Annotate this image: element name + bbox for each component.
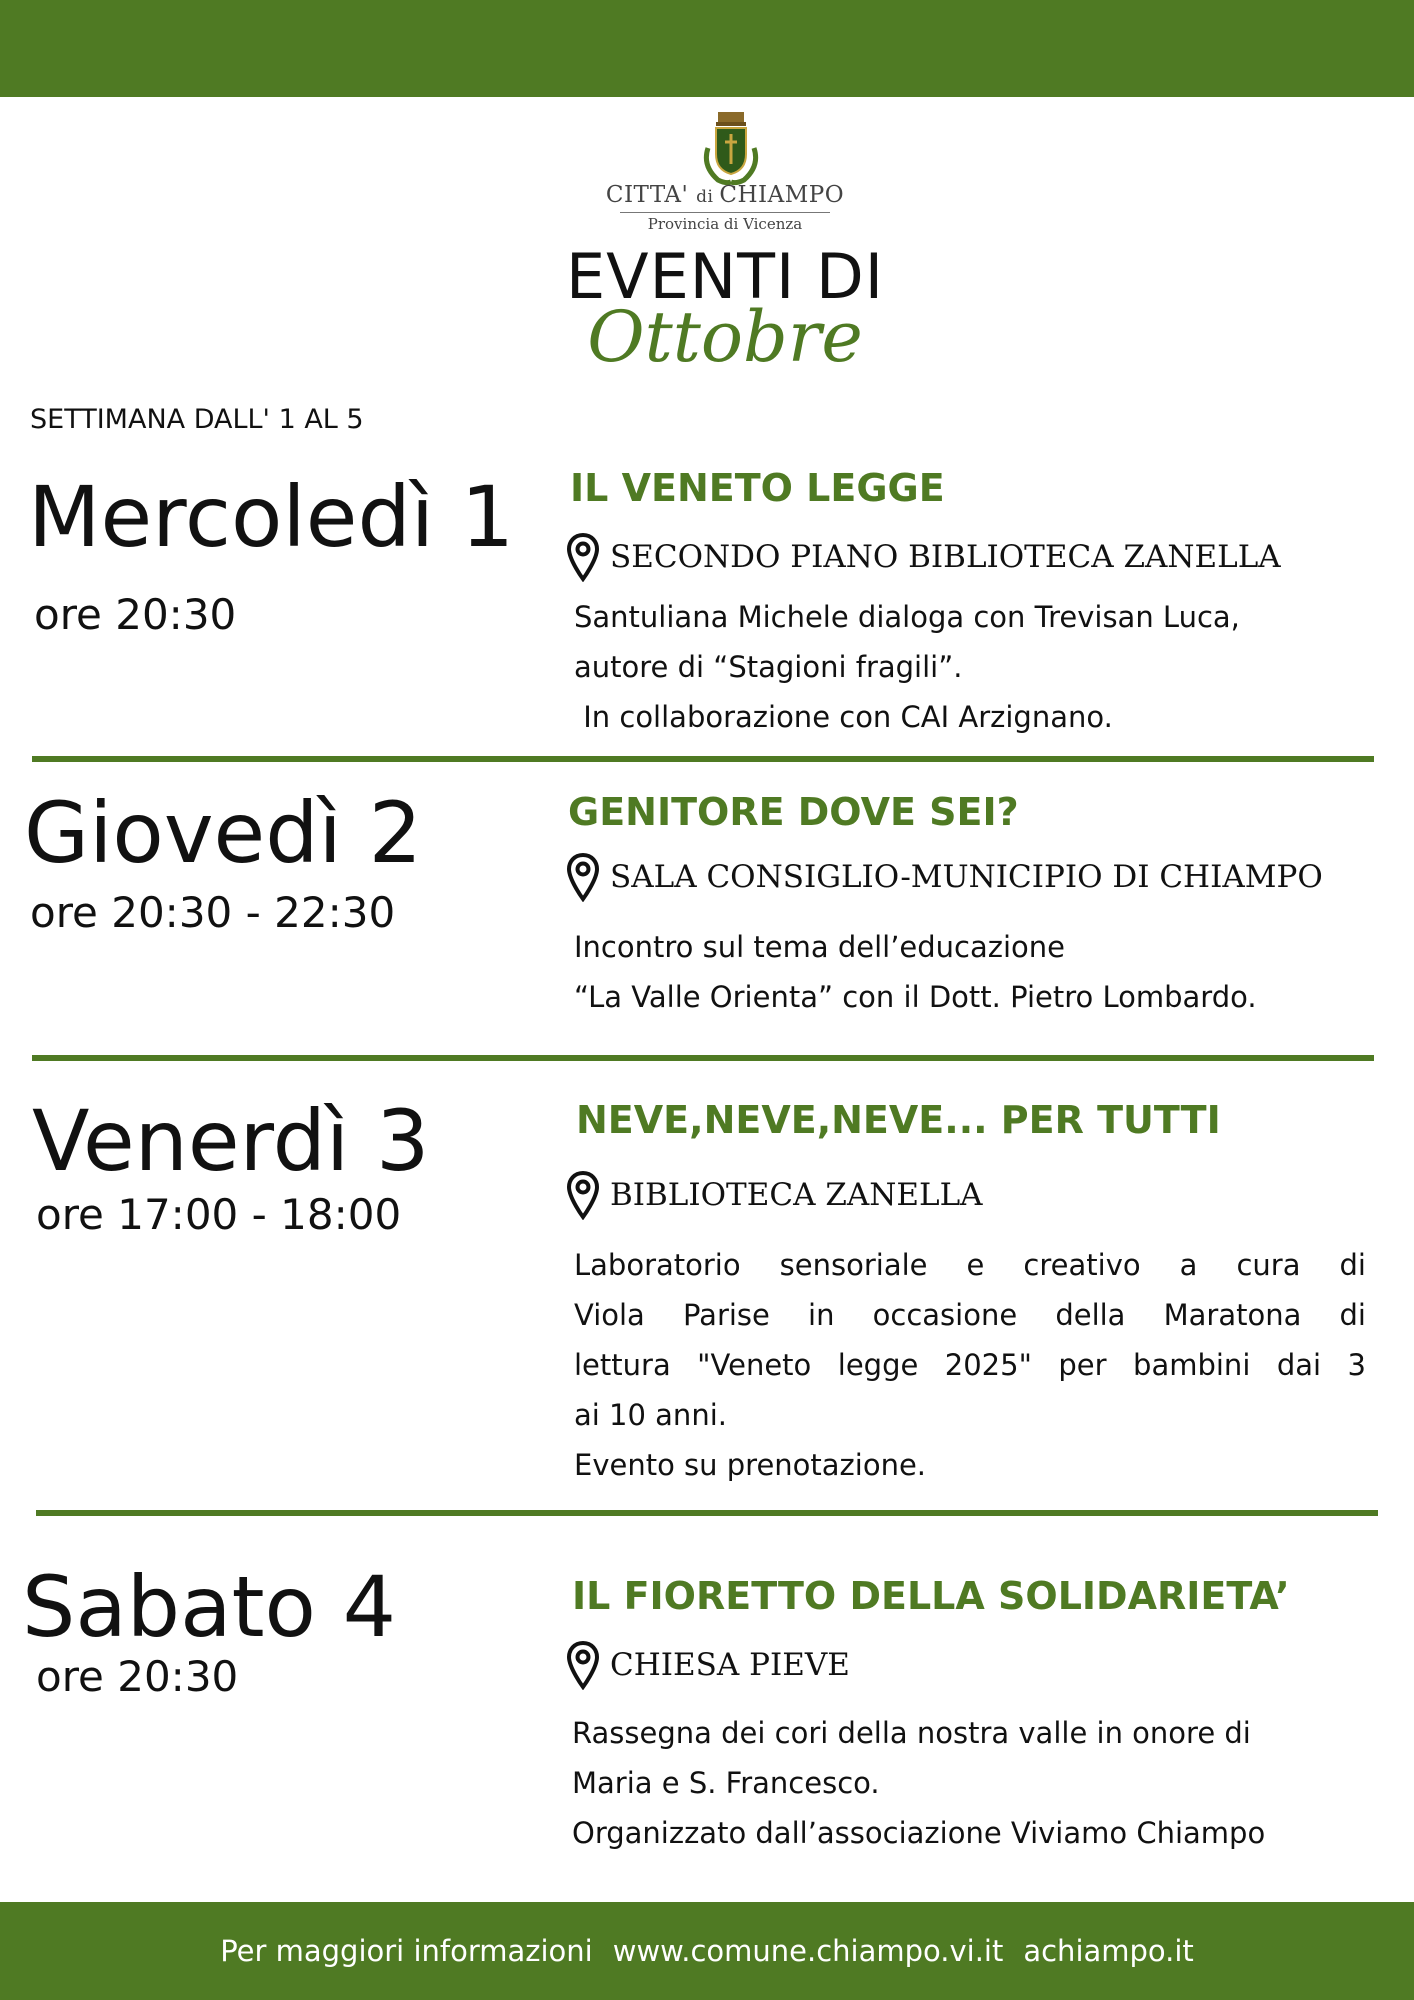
event-time: ore 20:30 - 22:30 bbox=[30, 888, 396, 937]
location-pin-icon bbox=[566, 1640, 600, 1690]
footer-info-label: Per maggiori informazioni bbox=[220, 1934, 593, 1968]
description-line: In collaborazione con CAI Arzignano. bbox=[574, 700, 1113, 734]
description-line: autore di “Stagioni fragili”. bbox=[574, 650, 963, 684]
event-description bbox=[574, 922, 1354, 1022]
event-location bbox=[566, 852, 1323, 902]
description-line: “La Valle Orienta” con il Dott. Pietro Lombardo. bbox=[574, 980, 1257, 1014]
event-divider bbox=[36, 1510, 1378, 1516]
description-line: lettura "Veneto legge 2025" per bambini dai 3 bbox=[574, 1348, 1366, 1382]
event-title: NEVE,NEVE,NEVE... PER TUTTI bbox=[576, 1098, 1221, 1142]
event-location bbox=[566, 1170, 983, 1220]
description-line: Maria e S. Francesco. bbox=[572, 1766, 880, 1800]
city-name: CITTA' di CHIAMPO bbox=[605, 182, 845, 208]
event-location-text: SECONDO PIANO BIBLIOTECA ZANELLA bbox=[610, 539, 1281, 575]
footer-secondary-link[interactable]: achiampo.it bbox=[1023, 1934, 1194, 1968]
city-divider bbox=[620, 212, 830, 213]
event-divider bbox=[32, 756, 1374, 762]
event-description bbox=[572, 1708, 1372, 1858]
event-title: IL VENETO LEGGE bbox=[570, 466, 945, 510]
location-pin-icon bbox=[566, 1170, 600, 1220]
event-location bbox=[566, 1640, 850, 1690]
coat-of-arms-icon bbox=[696, 108, 766, 186]
top-banner bbox=[0, 0, 1414, 97]
event-day: Giovedì 2 bbox=[24, 784, 423, 882]
event-day: Mercoledì 1 bbox=[28, 468, 515, 566]
event-title: IL FIORETTO DELLA SOLIDARIETA’ bbox=[572, 1574, 1290, 1618]
event-day: Venerdì 3 bbox=[32, 1092, 430, 1190]
location-pin-icon bbox=[566, 532, 600, 582]
event-time: ore 20:30 bbox=[36, 1652, 239, 1701]
event-description bbox=[574, 592, 1354, 742]
week-label: SETTIMANA DALL' 1 AL 5 bbox=[30, 404, 364, 435]
event-location bbox=[566, 532, 1281, 582]
event-divider bbox=[32, 1055, 1374, 1061]
footer-bar bbox=[0, 1902, 1414, 2000]
description-line: Laboratorio sensoriale e creativo a cura di bbox=[574, 1248, 1366, 1282]
description-line: Evento su prenotazione. bbox=[574, 1448, 927, 1482]
page-subtitle: Ottobre bbox=[587, 296, 863, 378]
event-time: ore 20:30 bbox=[34, 590, 237, 639]
description-line: Organizzato dall’associazione Viviamo Chiampo bbox=[572, 1816, 1266, 1850]
event-time: ore 17:00 - 18:00 bbox=[36, 1190, 402, 1239]
description-line: Santuliana Michele dialoga con Trevisan Luca, bbox=[574, 600, 1240, 634]
description-line: ai 10 anni. bbox=[574, 1398, 727, 1432]
footer-website-link[interactable]: www.comune.chiampo.vi.it bbox=[612, 1934, 1004, 1968]
event-description bbox=[574, 1240, 1366, 1490]
event-location-text: CHIESA PIEVE bbox=[610, 1647, 850, 1683]
event-location-text: BIBLIOTECA ZANELLA bbox=[610, 1177, 983, 1213]
description-line: Viola Parise in occasione della Maratona di bbox=[574, 1298, 1366, 1332]
page-title: EVENTI DI bbox=[565, 240, 885, 313]
event-location-text: SALA CONSIGLIO-MUNICIPIO DI CHIAMPO bbox=[610, 859, 1323, 895]
description-line: Incontro sul tema dell’educazione bbox=[574, 930, 1066, 964]
location-pin-icon bbox=[566, 852, 600, 902]
province-name: Provincia di Vicenza bbox=[647, 215, 803, 233]
event-day: Sabato 4 bbox=[22, 1558, 397, 1656]
description-line: Rassegna dei cori della nostra valle in onore di bbox=[572, 1716, 1251, 1750]
event-title: GENITORE DOVE SEI? bbox=[568, 790, 1019, 834]
